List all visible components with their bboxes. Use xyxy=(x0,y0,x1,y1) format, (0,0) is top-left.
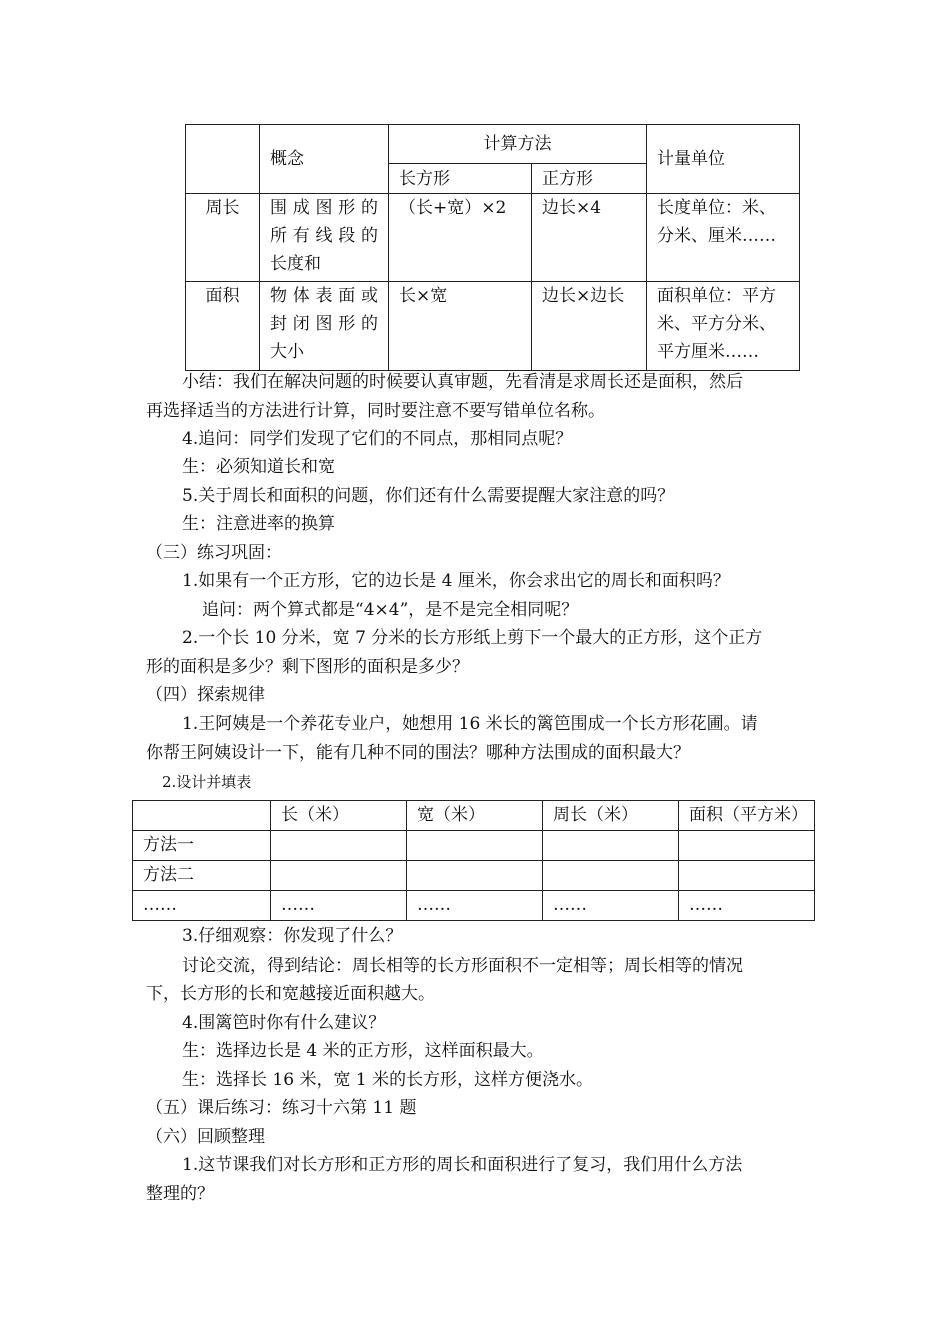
paragraph-line: 4.围篱笆时你有什么建议？ xyxy=(182,1013,386,1033)
paragraph-line: 5.关于周长和面积的问题，你们还有什么需要提醒大家注意的吗？ xyxy=(182,486,675,506)
paragraph-line: 讨论交流，得到结论：周长相等的长方形面积不一定相等；周长相等的情况 xyxy=(182,956,743,976)
table-header-empty xyxy=(186,125,260,194)
row-name: 面积 xyxy=(186,282,260,371)
perimeter-area-table xyxy=(185,124,800,371)
rect-formula: 长×宽 xyxy=(389,282,532,371)
square-formula: 边长×4 xyxy=(532,194,647,282)
paragraph-line: 2.设计并填表 xyxy=(162,773,252,791)
paragraph-line: 1.王阿姨是一个养花专业户，她想用 16 米长的篱笆围成一个长方形花圃。请 xyxy=(182,714,758,734)
row-name: 周长 xyxy=(186,194,260,282)
paragraph-line: 4.追问：同学们发现了它们的不同点，那相同点呢？ xyxy=(182,429,573,449)
section-heading: （四）探索规律 xyxy=(146,685,265,705)
paragraph-line: 生：选择边长是 4 米的正方形，这样面积最大。 xyxy=(182,1041,544,1061)
unit-cell xyxy=(647,282,800,371)
table-cell: …… xyxy=(133,891,271,921)
concept-line: 物体表面或 xyxy=(270,286,378,306)
table-row xyxy=(133,861,815,891)
table-cell: …… xyxy=(271,891,407,921)
table-cell: …… xyxy=(407,891,543,921)
unit-line: 平方厘米…… xyxy=(657,342,759,362)
concept-line: 所有线段的 xyxy=(270,226,378,246)
paragraph-line: 1.这节课我们对长方形和正方形的周长和面积进行了复习，我们用什么方法 xyxy=(182,1155,743,1175)
table-header-cell: 周长（米） xyxy=(543,801,679,831)
unit-line: 米、平方分米、 xyxy=(657,314,776,334)
table-cell xyxy=(407,861,543,891)
table-header-cell: 长（米） xyxy=(271,801,407,831)
table-cell xyxy=(679,831,815,861)
table-cell xyxy=(543,861,679,891)
table-header-cell: 宽（米） xyxy=(407,801,543,831)
table-header-square: 正方形 xyxy=(532,164,647,194)
unit-cell xyxy=(647,194,800,282)
table-header-concept: 概念 xyxy=(260,125,389,194)
table-cell xyxy=(271,831,407,861)
concept-line: 封闭图形的 xyxy=(270,314,378,334)
square-formula: 边长×边长 xyxy=(532,282,647,371)
rect-formula: （长+宽）×2 xyxy=(389,194,532,282)
table-row-perimeter xyxy=(186,194,800,282)
paragraph-line: 追问：两个算式都是“4×4”，是不是完全相同呢？ xyxy=(202,600,579,620)
table-cell xyxy=(407,831,543,861)
paragraph-line: 3.仔细观察：你发现了什么？ xyxy=(182,926,403,946)
section-heading: （三）练习巩固： xyxy=(146,543,282,563)
table-cell: 方法一 xyxy=(133,831,271,861)
table-header-cell xyxy=(133,801,271,831)
table-row xyxy=(133,891,815,921)
table-row-area xyxy=(186,282,800,371)
section-heading: （五）课后练习：练习十六第 11 题 xyxy=(146,1098,417,1118)
concept-line: 长度和 xyxy=(270,254,321,274)
unit-line: 长度单位：米、 xyxy=(657,198,776,218)
paragraph-line: 形的面积是多少？剩下图形的面积是多少？ xyxy=(146,657,469,677)
paragraph-line: 生：选择长 16 米，宽 1 米的长方形，这样方便浇水。 xyxy=(182,1070,594,1090)
table-cell: …… xyxy=(679,891,815,921)
concept-line: 大小 xyxy=(270,342,304,362)
concept-cell xyxy=(260,194,389,282)
table-header-rect: 长方形 xyxy=(389,164,532,194)
paragraph-line: 你帮王阿姨设计一下，能有几种不同的围法？哪种方法围成的面积最大？ xyxy=(146,743,690,763)
paragraph-line: 小结：我们在解决问题的时候要认真审题，先看清是求周长还是面积，然后 xyxy=(182,372,743,392)
table-row xyxy=(133,831,815,861)
table-cell xyxy=(271,861,407,891)
paragraph-line: 下，长方形的长和宽越接近面积越大。 xyxy=(146,984,435,1004)
unit-line: 分米、厘米…… xyxy=(657,226,776,246)
table-header-row xyxy=(133,801,815,831)
table-cell xyxy=(543,831,679,861)
paragraph-line: 1.如果有一个正方形，它的边长是 4 厘米，你会求出它的周长和面积吗？ xyxy=(182,571,730,591)
concept-cell xyxy=(260,282,389,371)
paragraph-line: 再选择适当的方法进行计算，同时要注意不要写错单位名称。 xyxy=(146,401,605,421)
table-cell xyxy=(679,861,815,891)
unit-line: 面积单位：平方 xyxy=(657,286,776,306)
table-header-method: 计算方法 xyxy=(389,125,647,164)
design-table xyxy=(132,800,815,921)
table-cell: …… xyxy=(543,891,679,921)
paragraph-line: 2.一个长 10 分米，宽 7 分米的长方形纸上剪下一个最大的正方形，这个正方 xyxy=(182,628,763,648)
table-cell: 方法二 xyxy=(133,861,271,891)
section-heading: （六）回顾整理 xyxy=(146,1127,265,1147)
table-header-cell: 面积（平方米） xyxy=(679,801,815,831)
table-header-unit: 计量单位 xyxy=(647,125,800,194)
paragraph-line: 整理的？ xyxy=(146,1184,214,1204)
concept-line: 围成图形的 xyxy=(270,198,378,218)
paragraph-line: 生：注意进率的换算 xyxy=(182,514,335,534)
paragraph-line: 生：必须知道长和宽 xyxy=(182,457,335,477)
